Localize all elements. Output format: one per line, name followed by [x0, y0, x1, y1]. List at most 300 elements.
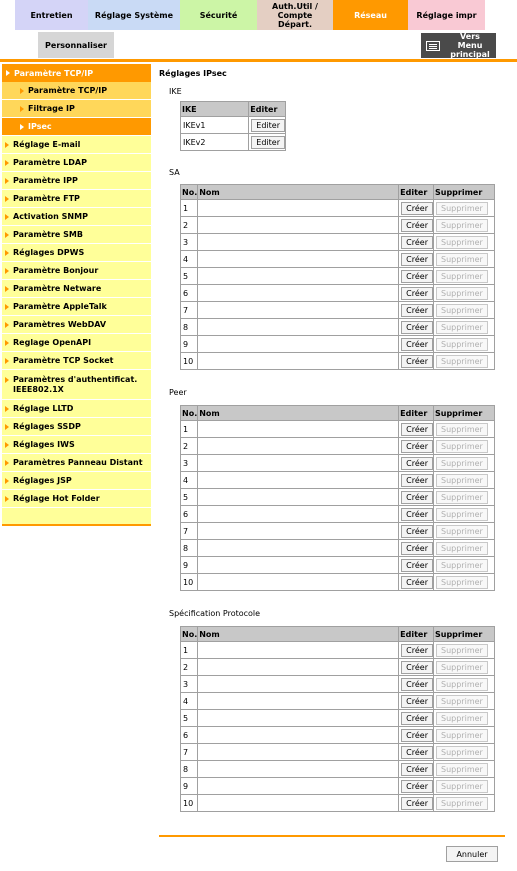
tab-reseau-label: Réseau	[354, 10, 387, 20]
top-tab-bar	[15, 0, 485, 30]
sidebar-item-label-line2: IEEE802.1X	[13, 385, 64, 394]
row-number-cell: 1	[181, 200, 198, 217]
delete-cell	[434, 540, 495, 557]
delete-cell	[434, 217, 495, 234]
create-cell	[399, 795, 434, 812]
row-number-cell: 4	[181, 251, 198, 268]
create-button[interactable]: Créer	[401, 219, 433, 232]
triangle-icon	[5, 232, 9, 238]
col-edit-header: Editer	[399, 406, 434, 421]
table-row	[181, 557, 495, 574]
delete-cell	[434, 268, 495, 285]
create-button[interactable]: Créer	[401, 338, 433, 351]
delete-button[interactable]: Supprimer	[436, 474, 488, 487]
sidebar-item[interactable]	[2, 280, 151, 298]
table-row	[181, 134, 286, 151]
cancel-button[interactable]	[446, 846, 498, 862]
tab-reglage-impr-label: Réglage impr	[416, 10, 477, 20]
delete-cell	[434, 523, 495, 540]
triangle-icon	[20, 124, 24, 130]
delete-button[interactable]: Supprimer	[436, 678, 488, 691]
sidebar-item[interactable]	[2, 208, 151, 226]
delete-cell	[434, 336, 495, 353]
sidebar-item-label: Paramètre Netware	[13, 284, 102, 293]
sidebar-item-label: Réglage LLTD	[13, 404, 74, 413]
create-cell	[399, 489, 434, 506]
delete-button[interactable]: Supprimer	[436, 746, 488, 759]
sidebar-header-tcpip[interactable]	[2, 64, 151, 82]
home-menu-label	[448, 32, 492, 59]
tab-auth-util-label	[257, 2, 333, 29]
sidebar-item-label: Paramètres WebDAV	[13, 320, 107, 329]
name-cell	[198, 778, 399, 795]
triangle-icon	[5, 160, 9, 166]
name-cell	[198, 574, 399, 591]
create-button[interactable]: Créer	[401, 440, 433, 453]
sidebar-item-label: Reglage OpenAPI	[13, 338, 92, 347]
sidebar-sub-label: Paramètre TCP/IP	[28, 86, 108, 95]
triangle-icon	[5, 268, 9, 274]
ike-edit-cell	[249, 134, 286, 151]
delete-cell	[434, 761, 495, 778]
create-cell	[399, 268, 434, 285]
delete-button[interactable]: Supprimer	[436, 542, 488, 555]
sidebar-header-label: Paramètre TCP/IP	[14, 68, 94, 78]
table-row	[181, 117, 286, 134]
sidebar-item[interactable]	[2, 154, 151, 172]
name-cell	[198, 693, 399, 710]
row-number-cell: 4	[181, 472, 198, 489]
create-button[interactable]: Créer	[401, 321, 433, 334]
delete-button[interactable]: Supprimer	[436, 236, 488, 249]
row-number-cell: 3	[181, 234, 198, 251]
create-button[interactable]: Créer	[401, 525, 433, 538]
sidebar-item-label: Réglage E-mail	[13, 140, 81, 149]
create-cell	[399, 455, 434, 472]
name-cell	[198, 557, 399, 574]
protocole-section-label: Spécification Protocole	[169, 609, 261, 618]
delete-button[interactable]: Supprimer	[436, 491, 488, 504]
sidebar-item-label: Réglages JSP	[13, 476, 72, 485]
name-cell	[198, 795, 399, 812]
create-button[interactable]: Créer	[401, 661, 433, 674]
create-button[interactable]: Créer	[401, 236, 433, 249]
delete-cell	[434, 710, 495, 727]
table-row	[181, 302, 495, 319]
table-row	[181, 336, 495, 353]
table-row	[181, 693, 495, 710]
delete-cell	[434, 557, 495, 574]
delete-cell	[434, 234, 495, 251]
delete-button[interactable]: Supprimer	[436, 440, 488, 453]
row-number-cell: 6	[181, 285, 198, 302]
delete-button[interactable]: Supprimer	[436, 797, 488, 810]
sidebar-item[interactable]	[2, 262, 151, 280]
create-cell	[399, 523, 434, 540]
row-number-cell: 7	[181, 302, 198, 319]
create-button[interactable]: Créer	[401, 355, 433, 368]
create-button[interactable]: Créer	[401, 678, 433, 691]
sidebar-item[interactable]	[2, 454, 151, 472]
tab-entretien-label: Entretien	[30, 10, 73, 20]
delete-cell	[434, 676, 495, 693]
create-button[interactable]: Créer	[401, 644, 433, 657]
tab-reglage-impr[interactable]	[408, 0, 485, 30]
delete-cell	[434, 506, 495, 523]
triangle-icon	[5, 496, 9, 502]
sidebar-item-label: Paramètre Bonjour	[13, 266, 99, 275]
tab-personnaliser-label: Personnaliser	[45, 40, 107, 50]
sidebar-sub-tcpip[interactable]	[2, 82, 151, 100]
sidebar-item-label: Réglages SSDP	[13, 422, 81, 431]
create-button[interactable]: Créer	[401, 780, 433, 793]
home-menu-line2: principal	[450, 50, 490, 59]
delete-cell	[434, 744, 495, 761]
table-row	[181, 455, 495, 472]
create-button[interactable]: Créer	[401, 746, 433, 759]
tab-auth-line2: Départ.	[278, 19, 312, 29]
sidebar-item[interactable]	[2, 298, 151, 316]
delete-button[interactable]: Supprimer	[436, 559, 488, 572]
sidebar-sub-filtrage-ip[interactable]	[2, 100, 151, 118]
create-cell	[399, 234, 434, 251]
delete-button[interactable]: Supprimer	[436, 355, 488, 368]
delete-button[interactable]: Supprimer	[436, 253, 488, 266]
delete-cell	[434, 693, 495, 710]
table-row	[181, 523, 495, 540]
triangle-icon	[5, 424, 9, 430]
delete-cell	[434, 727, 495, 744]
sidebar-item[interactable]	[2, 136, 151, 154]
sidebar-item[interactable]	[2, 226, 151, 244]
row-number-cell: 8	[181, 761, 198, 778]
triangle-icon	[5, 322, 9, 328]
delete-button[interactable]: Supprimer	[436, 219, 488, 232]
create-button[interactable]: Créer	[401, 202, 433, 215]
sidebar-item[interactable]	[2, 418, 151, 436]
sidebar-sub-label: Filtrage IP	[28, 104, 75, 113]
home-menu-button[interactable]	[421, 33, 496, 58]
name-cell	[198, 217, 399, 234]
table-row	[181, 727, 495, 744]
sidebar-item[interactable]	[2, 490, 151, 508]
tab-entretien[interactable]	[15, 0, 88, 30]
create-button[interactable]: Créer	[401, 287, 433, 300]
ike-name-cell: IKEv2	[181, 134, 249, 151]
table-row	[181, 268, 495, 285]
triangle-icon	[5, 196, 9, 202]
row-number-cell: 1	[181, 642, 198, 659]
sidebar-item[interactable]	[2, 352, 151, 370]
name-cell	[198, 438, 399, 455]
tab-auth-util[interactable]	[257, 0, 333, 30]
name-cell	[198, 421, 399, 438]
sidebar-item-label: Paramètre SMB	[13, 230, 83, 239]
tab-reglage-systeme[interactable]	[88, 0, 180, 30]
create-button[interactable]: Créer	[401, 508, 433, 521]
sidebar-item[interactable]	[2, 172, 151, 190]
sidebar-item[interactable]	[2, 370, 151, 400]
delete-button[interactable]: Supprimer	[436, 644, 488, 657]
sidebar-item-label: Activation SNMP	[13, 212, 88, 221]
create-button[interactable]: Créer	[401, 542, 433, 555]
create-button[interactable]: Créer	[401, 457, 433, 470]
ike-name-cell: IKEv1	[181, 117, 249, 134]
tab-reseau[interactable]	[333, 0, 408, 30]
col-nom-header: Nom	[198, 406, 399, 421]
delete-cell	[434, 795, 495, 812]
col-no-header: No.	[181, 627, 198, 642]
footer-divider	[159, 835, 505, 837]
table-row	[181, 744, 495, 761]
edit-button[interactable]: Editer	[251, 119, 285, 132]
sidebar-item-label: Réglage Hot Folder	[13, 494, 100, 503]
delete-button[interactable]: Supprimer	[436, 287, 488, 300]
create-cell	[399, 659, 434, 676]
create-button[interactable]: Créer	[401, 576, 433, 589]
create-button[interactable]: Créer	[401, 491, 433, 504]
delete-button[interactable]: Supprimer	[436, 525, 488, 538]
row-number-cell: 3	[181, 455, 198, 472]
create-cell	[399, 506, 434, 523]
tab-personnaliser[interactable]	[38, 32, 114, 58]
table-row	[181, 200, 495, 217]
row-number-cell: 10	[181, 353, 198, 370]
delete-button[interactable]: Supprimer	[436, 270, 488, 283]
sidebar-item-label: Paramètres Panneau Distant	[13, 458, 143, 467]
sidebar-footer-rule	[2, 524, 151, 526]
row-number-cell: 4	[181, 693, 198, 710]
sidebar-item-label: Paramètre FTP	[13, 194, 80, 203]
create-cell	[399, 761, 434, 778]
name-cell	[198, 523, 399, 540]
sidebar-item[interactable]	[2, 316, 151, 334]
create-button[interactable]: Créer	[401, 559, 433, 572]
name-cell	[198, 642, 399, 659]
sidebar-sub-ipsec[interactable]	[2, 118, 151, 136]
name-cell	[198, 506, 399, 523]
delete-button[interactable]: Supprimer	[436, 304, 488, 317]
name-cell	[198, 710, 399, 727]
create-cell	[399, 285, 434, 302]
sidebar-item[interactable]	[2, 472, 151, 490]
name-cell	[198, 336, 399, 353]
name-cell	[198, 727, 399, 744]
triangle-icon	[5, 214, 9, 220]
col-no-header: No.	[181, 185, 198, 200]
header-divider	[0, 59, 517, 62]
delete-cell	[434, 642, 495, 659]
triangle-icon	[5, 442, 9, 448]
create-button[interactable]: Créer	[401, 270, 433, 283]
ike-edit-col-header: Editer	[249, 102, 286, 117]
delete-cell	[434, 659, 495, 676]
col-nom-header: Nom	[198, 185, 399, 200]
row-number-cell: 3	[181, 676, 198, 693]
triangle-icon	[6, 70, 10, 76]
sidebar-item[interactable]	[2, 334, 151, 352]
triangle-icon	[5, 460, 9, 466]
table-row	[181, 795, 495, 812]
table-row	[181, 353, 495, 370]
edit-button[interactable]: Editer	[251, 136, 285, 149]
triangle-icon	[20, 106, 24, 112]
sidebar-item[interactable]	[2, 436, 151, 454]
delete-cell	[434, 200, 495, 217]
delete-cell	[434, 472, 495, 489]
page-title: Réglages IPsec	[159, 69, 227, 78]
tab-securite-label: Sécurité	[199, 10, 238, 20]
ike-section-label: IKE	[169, 87, 182, 96]
row-number-cell: 9	[181, 778, 198, 795]
protocole-table	[180, 626, 495, 812]
row-number-cell: 8	[181, 319, 198, 336]
delete-button[interactable]: Supprimer	[436, 508, 488, 521]
create-button[interactable]: Créer	[401, 763, 433, 776]
row-number-cell: 7	[181, 523, 198, 540]
sidebar-item-label: Paramètre TCP Socket	[13, 356, 114, 365]
peer-section-label: Peer	[169, 388, 187, 397]
create-button[interactable]: Créer	[401, 729, 433, 742]
name-cell	[198, 200, 399, 217]
delete-button[interactable]: Supprimer	[436, 457, 488, 470]
sidebar-filler	[2, 508, 151, 524]
delete-button[interactable]: Supprimer	[436, 576, 488, 589]
delete-button[interactable]: Supprimer	[436, 661, 488, 674]
sidebar-sub-label: IPsec	[28, 122, 52, 131]
delete-button[interactable]: Supprimer	[436, 423, 488, 436]
delete-cell	[434, 421, 495, 438]
sidebar-item-label: Paramètre IPP	[13, 176, 78, 185]
table-row	[181, 642, 495, 659]
delete-button[interactable]: Supprimer	[436, 712, 488, 725]
col-edit-header: Editer	[399, 185, 434, 200]
sidebar-item[interactable]	[2, 400, 151, 418]
create-button[interactable]: Créer	[401, 797, 433, 810]
table-row	[181, 285, 495, 302]
peer-table	[180, 405, 495, 591]
name-cell	[198, 659, 399, 676]
tab-securite[interactable]	[180, 0, 257, 30]
sidebar-item-label-line1: Paramètres d'authentificat.	[13, 375, 138, 384]
triangle-icon	[5, 178, 9, 184]
row-number-cell: 9	[181, 557, 198, 574]
sidebar-item[interactable]	[2, 244, 151, 262]
row-number-cell: 5	[181, 268, 198, 285]
cancel-button-label: Annuler	[456, 849, 488, 859]
delete-button[interactable]: Supprimer	[436, 338, 488, 351]
row-number-cell: 2	[181, 438, 198, 455]
name-cell	[198, 761, 399, 778]
triangle-icon	[5, 304, 9, 310]
name-cell	[198, 319, 399, 336]
create-button[interactable]: Créer	[401, 253, 433, 266]
create-cell	[399, 642, 434, 659]
row-number-cell: 6	[181, 506, 198, 523]
sa-section-label: SA	[169, 168, 180, 177]
create-cell	[399, 438, 434, 455]
ike-table	[180, 101, 286, 151]
create-cell	[399, 217, 434, 234]
create-cell	[399, 727, 434, 744]
table-row	[181, 540, 495, 557]
table-row	[181, 319, 495, 336]
col-delete-header: Supprimer	[434, 627, 495, 642]
sa-table	[180, 184, 495, 370]
row-number-cell: 7	[181, 744, 198, 761]
delete-cell	[434, 574, 495, 591]
ike-edit-cell	[249, 117, 286, 134]
row-number-cell: 5	[181, 489, 198, 506]
delete-button[interactable]: Supprimer	[436, 729, 488, 742]
table-row	[181, 438, 495, 455]
create-button[interactable]: Créer	[401, 474, 433, 487]
create-cell	[399, 557, 434, 574]
create-button[interactable]: Créer	[401, 423, 433, 436]
table-row	[181, 251, 495, 268]
sidebar	[2, 64, 151, 526]
create-button[interactable]: Créer	[401, 712, 433, 725]
delete-cell	[434, 455, 495, 472]
row-number-cell: 10	[181, 574, 198, 591]
create-cell	[399, 540, 434, 557]
table-row	[181, 676, 495, 693]
menu-icon	[426, 41, 440, 51]
delete-button[interactable]: Supprimer	[436, 321, 488, 334]
col-delete-header: Supprimer	[434, 406, 495, 421]
name-cell	[198, 472, 399, 489]
create-cell	[399, 302, 434, 319]
create-cell	[399, 693, 434, 710]
tab-auth-line1: Auth.Util / Compte	[272, 1, 318, 20]
delete-button[interactable]: Supprimer	[436, 695, 488, 708]
create-cell	[399, 710, 434, 727]
triangle-icon	[5, 406, 9, 412]
name-cell	[198, 353, 399, 370]
create-cell	[399, 778, 434, 795]
sidebar-item[interactable]	[2, 190, 151, 208]
triangle-icon	[5, 478, 9, 484]
delete-button[interactable]: Supprimer	[436, 202, 488, 215]
delete-cell	[434, 353, 495, 370]
ike-col-header: IKE	[181, 102, 249, 117]
table-row	[181, 506, 495, 523]
triangle-icon	[5, 358, 9, 364]
create-cell	[399, 200, 434, 217]
delete-button[interactable]: Supprimer	[436, 763, 488, 776]
row-number-cell: 9	[181, 336, 198, 353]
delete-cell	[434, 489, 495, 506]
triangle-icon	[20, 88, 24, 94]
create-cell	[399, 319, 434, 336]
sidebar-item-label: Réglages IWS	[13, 440, 75, 449]
table-row	[181, 489, 495, 506]
create-button[interactable]: Créer	[401, 304, 433, 317]
name-cell	[198, 251, 399, 268]
name-cell	[198, 302, 399, 319]
delete-button[interactable]: Supprimer	[436, 780, 488, 793]
table-row	[181, 574, 495, 591]
create-button[interactable]: Créer	[401, 695, 433, 708]
create-cell	[399, 421, 434, 438]
tab-reglage-systeme-label: Réglage Système	[94, 10, 174, 20]
create-cell	[399, 251, 434, 268]
triangle-icon	[5, 142, 9, 148]
triangle-icon	[5, 250, 9, 256]
table-row	[181, 778, 495, 795]
create-cell	[399, 574, 434, 591]
row-number-cell: 2	[181, 217, 198, 234]
